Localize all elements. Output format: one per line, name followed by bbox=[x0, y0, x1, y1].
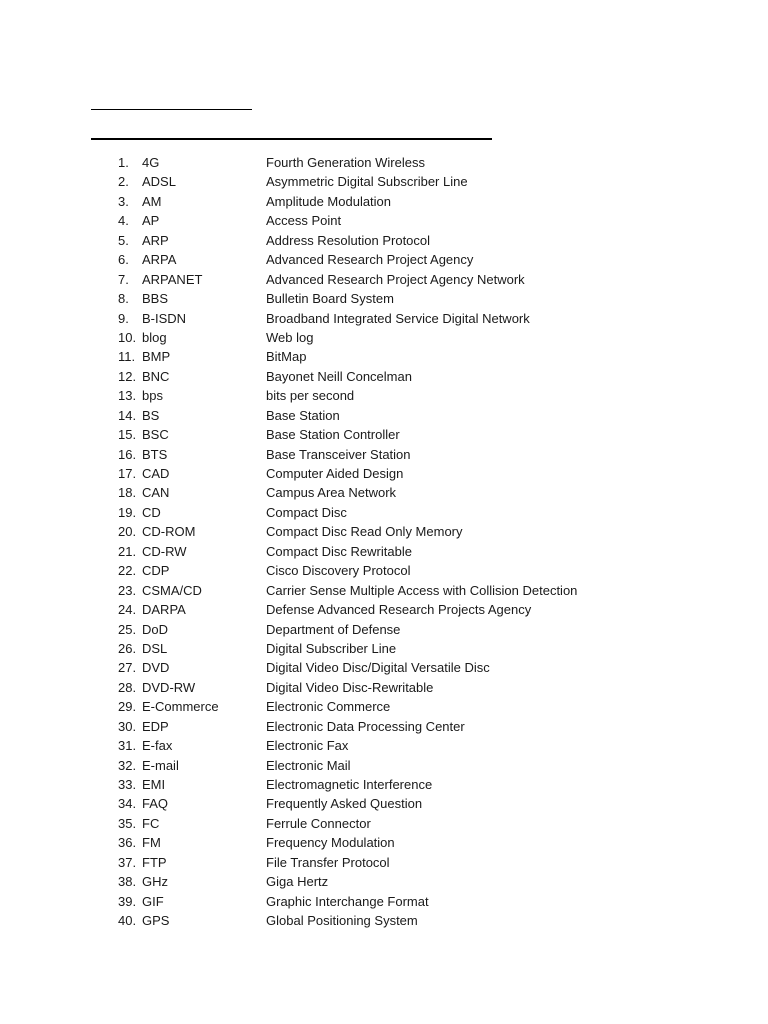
item-definition: Ferrule Connector bbox=[266, 815, 371, 831]
item-number: 13. bbox=[118, 388, 137, 404]
item-definition: Giga Hertz bbox=[266, 874, 329, 890]
item-definition: Global Positioning System bbox=[266, 913, 418, 929]
item-number: 7. bbox=[118, 271, 129, 287]
item-abbreviation: ARP bbox=[142, 232, 169, 248]
item-number: 23. bbox=[118, 582, 137, 598]
item-abbreviation: EDP bbox=[142, 718, 169, 734]
item-number: 29. bbox=[118, 699, 137, 715]
list-item bbox=[0, 211, 768, 230]
item-number: 31. bbox=[118, 738, 137, 754]
item-abbreviation: BS bbox=[142, 407, 160, 423]
item-number: 3. bbox=[118, 193, 129, 209]
item-abbreviation: E-mail bbox=[142, 757, 179, 773]
list-item bbox=[0, 503, 768, 522]
item-number: 28. bbox=[118, 679, 137, 695]
list-item bbox=[0, 386, 768, 405]
item-number: 39. bbox=[118, 893, 137, 909]
item-number: 33. bbox=[118, 777, 137, 792]
item-number: 10. bbox=[118, 329, 137, 345]
item-definition: Campus Area Network bbox=[266, 485, 397, 501]
item-definition: Computer Aided Design bbox=[266, 466, 404, 481]
item-number: 17. bbox=[118, 466, 137, 481]
item-abbreviation: CD-RW bbox=[142, 543, 187, 559]
item-definition: Carrier Sense Multiple Access with Collision Detection bbox=[266, 582, 578, 598]
list-item bbox=[0, 483, 768, 502]
item-abbreviation: CSMA/CD bbox=[142, 582, 202, 598]
item-definition: Electromagnetic Interference bbox=[266, 777, 433, 792]
item-definition: bits per second bbox=[266, 388, 355, 404]
item-abbreviation: BBS bbox=[142, 291, 169, 307]
list-item bbox=[0, 717, 768, 736]
list-item bbox=[0, 794, 768, 813]
item-abbreviation: E-fax bbox=[142, 738, 173, 754]
item-abbreviation: ARPANET bbox=[142, 271, 203, 287]
item-abbreviation: CD bbox=[142, 504, 161, 520]
list-item bbox=[0, 406, 768, 425]
list-item bbox=[0, 561, 768, 580]
item-definition: Bulletin Board System bbox=[266, 291, 394, 307]
list-item bbox=[0, 153, 768, 172]
item-abbreviation: ARPA bbox=[142, 252, 177, 268]
list-item bbox=[0, 192, 768, 211]
item-definition: Electronic Commerce bbox=[266, 699, 391, 715]
item-abbreviation: blog bbox=[142, 329, 167, 345]
item-definition: Amplitude Modulation bbox=[266, 193, 392, 209]
item-number: 32. bbox=[118, 757, 137, 773]
list-item bbox=[0, 172, 768, 191]
list-item bbox=[0, 620, 768, 639]
list-item bbox=[0, 814, 768, 833]
item-abbreviation: EMI bbox=[142, 777, 166, 792]
list-item bbox=[0, 756, 768, 775]
list-item bbox=[0, 250, 768, 269]
item-number: 14. bbox=[118, 407, 137, 423]
list-item bbox=[0, 639, 768, 658]
item-number: 35. bbox=[118, 815, 137, 831]
item-definition: Address Resolution Protocol bbox=[266, 232, 431, 248]
item-number: 22. bbox=[118, 563, 137, 579]
item-number: 37. bbox=[118, 854, 137, 870]
item-number: 27. bbox=[118, 660, 137, 676]
item-definition: Digital Subscriber Line bbox=[266, 640, 397, 656]
item-abbreviation: bps bbox=[142, 388, 163, 404]
item-definition: Frequency Modulation bbox=[266, 835, 395, 851]
item-number: 26. bbox=[118, 640, 137, 656]
item-definition: Broadband Integrated Service Digital Network bbox=[266, 310, 530, 326]
item-number: 12. bbox=[118, 368, 137, 384]
top-long-rule bbox=[91, 138, 492, 140]
item-abbreviation: DoD bbox=[142, 621, 169, 637]
item-number: 8. bbox=[118, 291, 129, 307]
item-definition: Base Transceiver Station bbox=[266, 446, 411, 462]
item-abbreviation: B-ISDN bbox=[142, 310, 187, 326]
item-abbreviation: GPS bbox=[142, 913, 170, 929]
item-number: 20. bbox=[118, 524, 137, 540]
item-definition: Electronic Data Processing Center bbox=[266, 718, 465, 734]
item-definition: Digital Video Disc/Digital Versatile Disc bbox=[266, 660, 490, 676]
item-number: 19. bbox=[118, 504, 137, 520]
item-number: 5. bbox=[118, 232, 129, 248]
item-abbreviation: CD-ROM bbox=[142, 524, 196, 540]
item-number: 24. bbox=[118, 602, 137, 618]
item-number: 6. bbox=[118, 252, 129, 268]
item-number: 21. bbox=[118, 543, 137, 559]
list-item bbox=[0, 289, 768, 308]
list-item bbox=[0, 231, 768, 250]
item-abbreviation: FAQ bbox=[142, 796, 169, 812]
list-item bbox=[0, 445, 768, 464]
list-item bbox=[0, 892, 768, 911]
list-item bbox=[0, 678, 768, 697]
item-abbreviation: BMP bbox=[142, 349, 171, 365]
item-abbreviation: 4G bbox=[142, 155, 160, 170]
item-abbreviation: E-Commerce bbox=[142, 699, 219, 715]
item-number: 15. bbox=[118, 427, 137, 443]
list-item bbox=[0, 270, 768, 289]
item-number: 11. bbox=[118, 349, 136, 365]
item-abbreviation: AP bbox=[142, 213, 160, 229]
item-abbreviation: AM bbox=[142, 193, 162, 209]
item-number: 36. bbox=[118, 835, 137, 851]
item-definition: Electronic Mail bbox=[266, 757, 351, 773]
list-item bbox=[0, 736, 768, 755]
item-definition: Web log bbox=[266, 329, 314, 345]
item-definition: Compact Disc Read Only Memory bbox=[266, 524, 463, 540]
item-abbreviation: FTP bbox=[142, 854, 167, 870]
item-definition: Digital Video Disc-Rewritable bbox=[266, 679, 434, 695]
item-number: 9. bbox=[118, 310, 129, 326]
list-item bbox=[0, 853, 768, 872]
abbreviation-list bbox=[0, 153, 768, 931]
item-abbreviation: DSL bbox=[142, 640, 168, 656]
list-item bbox=[0, 347, 768, 366]
item-number: 40. bbox=[118, 913, 137, 929]
item-definition: Bayonet Neill Concelman bbox=[266, 368, 412, 384]
list-item bbox=[0, 600, 768, 619]
item-definition: Access Point bbox=[266, 213, 342, 229]
top-short-rule bbox=[91, 109, 252, 110]
item-definition: Defense Advanced Research Projects Agency bbox=[266, 602, 532, 618]
list-item bbox=[0, 425, 768, 444]
item-abbreviation: CAN bbox=[142, 485, 170, 501]
list-item bbox=[0, 367, 768, 386]
item-abbreviation: DARPA bbox=[142, 602, 186, 618]
item-number: 2. bbox=[118, 174, 129, 190]
list-item bbox=[0, 309, 768, 328]
item-definition: Asymmetric Digital Subscriber Line bbox=[266, 174, 468, 190]
list-item bbox=[0, 658, 768, 677]
item-definition: Advanced Research Project Agency bbox=[266, 252, 474, 268]
item-number: 38. bbox=[118, 874, 137, 890]
item-definition: Frequently Asked Question bbox=[266, 796, 423, 812]
item-definition: Fourth Generation Wireless bbox=[266, 155, 425, 170]
item-abbreviation: FM bbox=[142, 835, 161, 851]
item-number: 30. bbox=[118, 718, 137, 734]
item-definition: Department of Defense bbox=[266, 621, 401, 637]
item-abbreviation: ADSL bbox=[142, 174, 176, 190]
list-item bbox=[0, 328, 768, 347]
list-item bbox=[0, 697, 768, 716]
item-abbreviation: GHz bbox=[142, 874, 168, 890]
item-number: 34. bbox=[118, 796, 137, 812]
item-abbreviation: CDP bbox=[142, 563, 170, 579]
item-definition: Base Station Controller bbox=[266, 427, 400, 443]
item-abbreviation: BSC bbox=[142, 427, 169, 443]
list-item bbox=[0, 581, 768, 600]
item-abbreviation: GIF bbox=[142, 893, 164, 909]
list-item bbox=[0, 542, 768, 561]
item-abbreviation: BTS bbox=[142, 446, 168, 462]
item-abbreviation: BNC bbox=[142, 368, 170, 384]
item-abbreviation: FC bbox=[142, 815, 160, 831]
item-definition: Compact Disc bbox=[266, 504, 347, 520]
list-item bbox=[0, 775, 768, 794]
item-definition: BitMap bbox=[266, 349, 307, 365]
item-definition: Electronic Fax bbox=[266, 738, 349, 754]
list-item bbox=[0, 833, 768, 852]
item-definition: Graphic Interchange Format bbox=[266, 893, 429, 909]
item-number: 25. bbox=[118, 621, 137, 637]
list-item bbox=[0, 464, 768, 483]
item-abbreviation: CAD bbox=[142, 466, 170, 481]
item-number: 1. bbox=[118, 155, 129, 170]
item-definition: Compact Disc Rewritable bbox=[266, 543, 412, 559]
item-abbreviation: DVD bbox=[142, 660, 170, 676]
item-abbreviation: DVD-RW bbox=[142, 679, 196, 695]
list-item bbox=[0, 872, 768, 891]
item-definition: Advanced Research Project Agency Network bbox=[266, 271, 525, 287]
item-number: 18. bbox=[118, 485, 137, 501]
item-number: 4. bbox=[118, 213, 129, 229]
item-definition: Base Station bbox=[266, 407, 340, 423]
item-definition: File Transfer Protocol bbox=[266, 854, 390, 870]
list-item bbox=[0, 911, 768, 930]
list-item bbox=[0, 522, 768, 541]
item-number: 16. bbox=[118, 446, 137, 462]
item-definition: Cisco Discovery Protocol bbox=[266, 563, 411, 579]
